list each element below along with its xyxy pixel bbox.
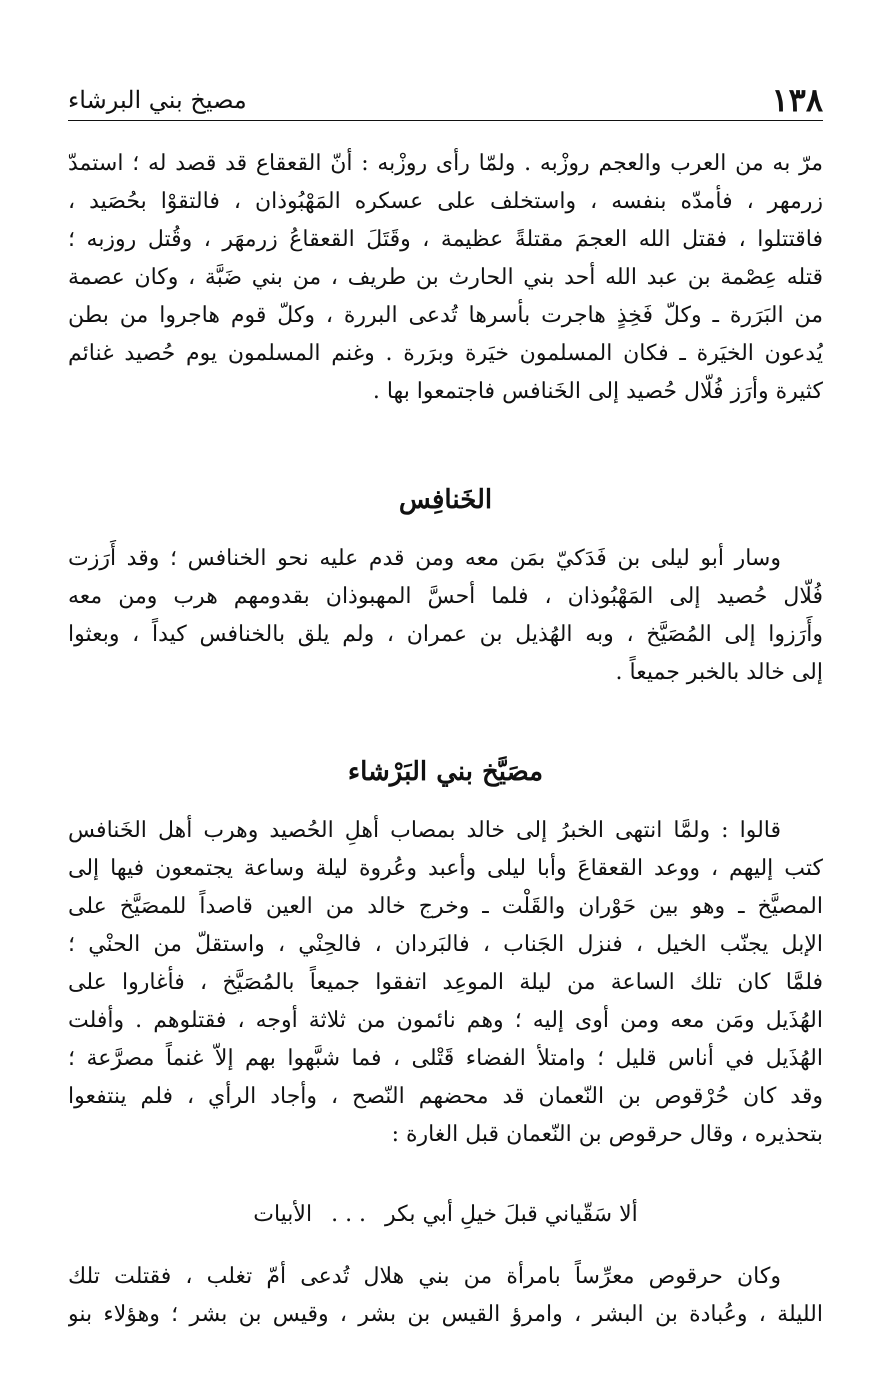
text-line: فاقتتلوا ، فقتل الله العجمَ مقتلةً عظيمة ، وقَتَلَ القعقاعُ زرمهَر ، وقُتل روزبه ؛: [68, 227, 823, 252]
text-line: مرّ به من العرب والعجم روزْبه . ولمّا رأى روزْبه : أنّ القعقاع قد قصد له ؛ استمدّ: [68, 151, 823, 176]
text-line: فلمَّا كان تلك الساعة من ليلة الموعِد اتفقوا جميعاً بالمُصَيَّخ ، فأغاروا على: [68, 970, 823, 995]
paragraph-3: [68, 812, 823, 1154]
page-number: ١٣٨: [771, 81, 823, 119]
paragraph-1: [68, 145, 823, 411]
text-line: قتله عِصْمة بن عبد الله أحد بني الحارث بن طريف ، من بني ضَبَّة ، وكان عصمة: [68, 265, 823, 290]
text-line: الإبل يجنّب الخيل ، فنزل الجَناب ، فالبَردان ، فالحِنْي ، واستقلّ من الحنْي ؛: [68, 932, 823, 957]
verse-text: ألا سَقّياني قبلَ خيلِ أبي بكر: [385, 1202, 638, 1227]
text-line: بتحذيره ، وقال حرقوص بن النّعمان قبل الغارة :: [391, 1122, 823, 1147]
section-heading-khanafis: الخَنافِس: [398, 485, 493, 515]
page-header: [68, 80, 823, 121]
text-line: وسار أبو ليلى بن فَدَكيّ بمَن معه ومن قدم عليه نحو الخنافس ؛ وقد أَرَزت: [68, 546, 781, 571]
text-line: الليلة ، وعُبادة بن البشر ، وامرؤ القيس بن بشر ، وقيس بن بشر ؛ وهؤلاء بنو: [68, 1302, 823, 1327]
running-title: مصيخ بني البرشاء: [68, 86, 247, 114]
section-heading-musayyakh: مصَيَّخ بني البَرْشاء: [347, 757, 544, 787]
text-line: يُدعون الخيَرة ـ فكان المسلمون خيَرة وبرَرة . وغنم المسلمون يوم حُصيد غنائم: [68, 341, 823, 366]
paragraph-4: [68, 1258, 823, 1334]
text-line: وأَرَزوا إلى المُصَيَّخ ، وبه الهُذيل بن عمران ، ولم يلق بالخنافس كيداً ، وبعثوا: [68, 622, 823, 647]
text-line: كثيرة وأرَز فُلّال حُصيد إلى الخَنافس فاجتمعوا بها .: [372, 379, 823, 404]
text-line: من البَرَرة ـ وكلّ فَخِذٍ هاجرت بأسرها تُدعى البررة ، وكلّ قوم هاجروا من بطن: [68, 303, 823, 328]
text-line: زرمهر ، فأمدّه بنفسه ، واستخلف على عسكره المَهْبُوذان ، فالتقوْا بحُصَيد ،: [68, 189, 823, 214]
verse-ellipsis: . . .: [331, 1202, 367, 1227]
text-line: وقد كان حُرْقوص بن النّعمان قد محضهم النّصح ، وأجاد الرأي ، فلم ينتفعوا: [68, 1084, 823, 1109]
text-line: الهُذَيل في أناس قليل ؛ وامتلأ الفضاء قَتْلى ، فما شبَّهوا بهم إلاّ غنماً مصرَّعة ؛: [68, 1046, 823, 1071]
text-line: الهُذَيل ومَن معه ومن أوى إليه ؛ وهم نائمون من ثلاثة أوجه ، فقتلوهم . وأفلت: [68, 1008, 823, 1033]
paragraph-2: [68, 540, 823, 692]
text-line: وكان حرقوص معرِّساً بامرأة من بني هلال تُدعى أمّ تغلب ، فقتلت تلك: [68, 1264, 781, 1289]
text-line: المصيَّخ ـ وهو بين حَوْران والقَلْت ـ وخرج خالد من العين قاصداً للمصَيَّخ على: [68, 894, 823, 919]
text-line: إلى خالد بالخبر جميعاً .: [615, 660, 823, 685]
text-line: قالوا : ولمَّا انتهى الخبرُ إلى خالد بمصاب أهلِ الحُصيد وهرب أهل الخَنافس: [68, 818, 781, 843]
verse-suffix: الأبيات: [253, 1202, 313, 1227]
text-line: كتب إليهم ، ووعد القعقاعَ وأبا ليلى وأعبد وعُروة ليلة وساعة يجتمعون فيها إلى: [68, 856, 823, 881]
poem-verse: [68, 1196, 823, 1234]
text-line: فُلّال حُصيد إلى المَهْبُوذان ، فلما أحسَّ المهبوذان بقدومهم هرب ومن معه: [68, 584, 823, 609]
